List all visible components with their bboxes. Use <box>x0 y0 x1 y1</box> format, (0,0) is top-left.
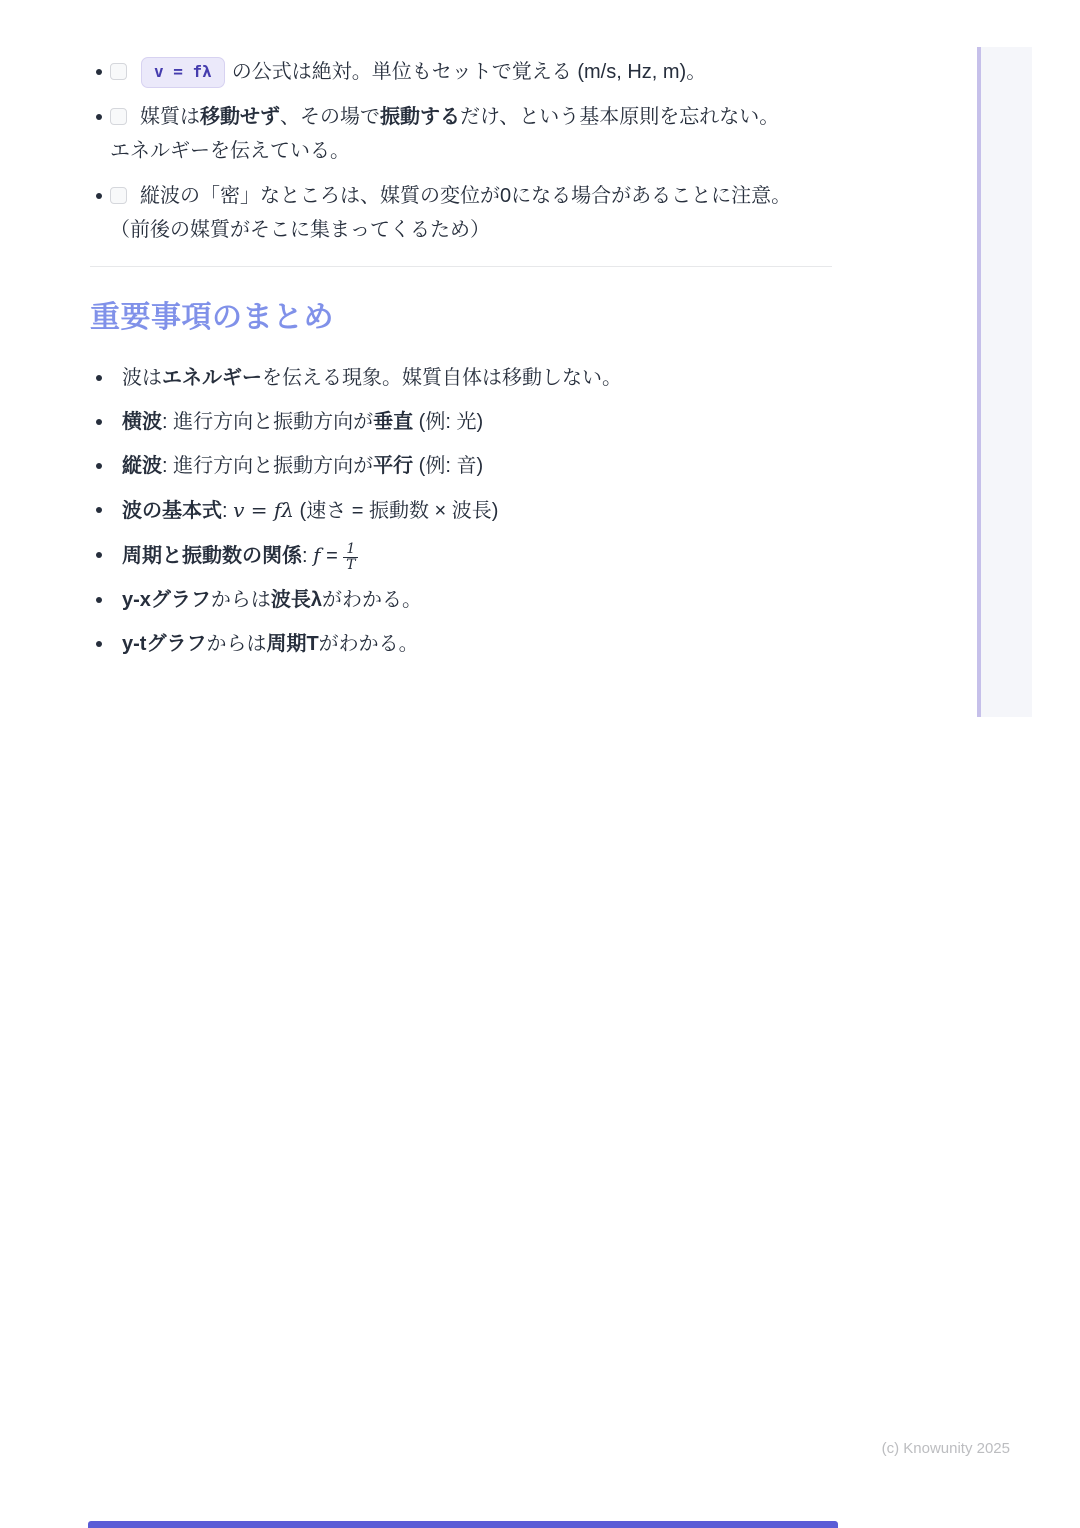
summary-item-text: 横波: 進行方向と振動方向が垂直 (例: 光) <box>122 411 484 433</box>
bullet-dot <box>96 463 102 469</box>
bullet-dot <box>96 507 102 513</box>
section-heading: 重要事項のまとめ <box>90 301 334 334</box>
copyright-text: (c) Knowunity 2025 <box>881 1440 1010 1457</box>
checkbox-unchecked[interactable] <box>110 187 127 204</box>
bullet-dot <box>96 114 102 120</box>
checklist-item <box>90 100 832 168</box>
summary-item-text: 周期と振動数の関係: f = $\frac{1}{T}$ <box>122 545 358 567</box>
summary-item <box>90 405 832 439</box>
section-divider <box>90 266 832 267</box>
summary-item <box>90 361 832 395</box>
bottom-accent-bar <box>88 1521 838 1528</box>
page-content <box>90 0 832 671</box>
checkbox-unchecked[interactable] <box>110 63 127 80</box>
summary-item-text: y-xグラフからは波長λがわかる。 <box>122 589 423 612</box>
bullet-dot <box>96 419 102 425</box>
bullet-dot <box>96 641 102 647</box>
checklist-item <box>90 55 832 89</box>
bullet-dot <box>96 552 102 558</box>
bullet-dot <box>96 375 102 381</box>
checklist <box>90 55 832 247</box>
checkbox-unchecked[interactable] <box>110 108 127 125</box>
summary-item <box>90 583 832 617</box>
checklist-item <box>90 179 832 247</box>
bullet-dot <box>96 193 102 199</box>
checklist-item-text: v = fλ の公式は絶対。単位もセットで覚える (m/s, Hz, m)。 <box>140 61 706 83</box>
summary-item-text: y-tグラフからは周期Tがわかる。 <box>122 633 419 656</box>
summary-item <box>90 538 832 573</box>
summary-item-text: 波の基本式: v = fλ (速さ = 振動数 × 波長) <box>122 498 499 522</box>
bullet-dot <box>96 597 102 603</box>
summary-item-text: 波はエネルギーを伝える現象。媒質自体は移動しない。 <box>122 367 622 389</box>
summary-item <box>90 493 832 528</box>
summary-item-text: 縦波: 進行方向と振動方向が平行 (例: 音) <box>122 455 484 477</box>
summary-list <box>90 361 832 661</box>
summary-item <box>90 627 832 661</box>
checklist-item-text: 縦波の「密」なところは、媒質の変位が0になる場合があることに注意。 （前後の媒質がそこに集まってくるため） <box>110 185 792 241</box>
summary-item <box>90 449 832 483</box>
bullet-dot <box>96 69 102 75</box>
checklist-item-text: 媒質は移動せず、その場で振動するだけ、という基本原則を忘れない。 エネルギーを伝えている。 <box>110 106 780 162</box>
adjacent-page-edge <box>977 47 1032 717</box>
